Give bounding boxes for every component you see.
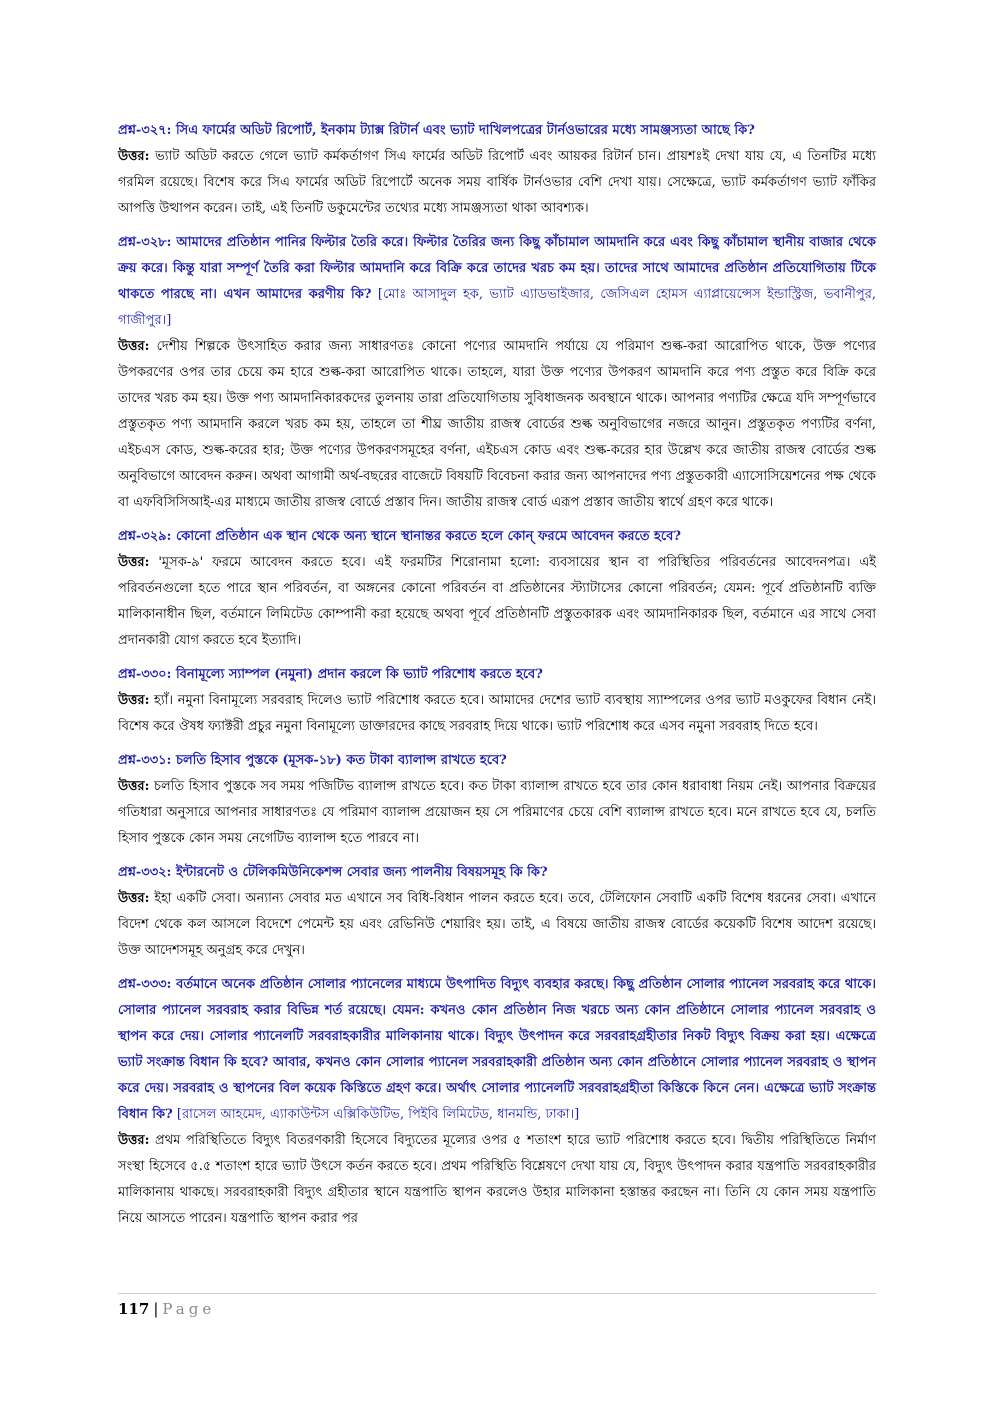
page-footer <box>118 1293 876 1318</box>
answer-text: প্রথম পরিস্থিতিতে বিদ্যুৎ বিতরণকারী হিসেবে বিদ্যুতের মূল্যের ওপর ৫ শতাংশ হারে ভ্যাট পরিশোধ করতে হবে। দ্বিতীয় পরিস্থিতিতে নির্মাণ সংস্থা হিসেবে ৫.৫ শতাংশ হারে ভ্যাট উৎসে কর্তন করতে হবে। প্রথম পরিস্থিতি বিশ্লেষণে দেখা যায় যে, বিদ্যুৎ উৎপাদন করার যন্ত্রপাতি সরবরাহকারীর মালিকানায় থাকছে। সরবরাহকারী বিদ্যুৎ গ্রহীতার স্থানে যন্ত্রপাতি স্থাপন করলেও উহার মালিকানা হস্তান্তর করছেন না। তিনি যে কোন সময় যন্ত্রপাতি নিয়ে আসতে পারেন। যন্ত্রপাতি স্থাপন করার পর <box>118 1133 876 1226</box>
qa-item-328 <box>118 230 876 516</box>
answer-label: উত্তর: <box>118 779 150 794</box>
question-331: প্রশ্ন-৩৩১: চলতি হিসাব পুস্তকে (মূসক-১৮) কত টাকা ব্যালান্স রাখতে হবে? <box>118 753 507 768</box>
question-330: প্রশ্ন-৩৩০: বিনামূল্যে স্যাম্পল (নমুনা) প্রদান করলে কি ভ্যাট পরিশোধ করতে হবে? <box>118 667 543 682</box>
answer-text: চলতি হিসাব পুস্তকে সব সময় পজিটিভ ব্যালান্স রাখতে হবে। কত টাকা ব্যালান্স রাখতে হবে তার কোন ধরাবাধা নিয়ম নেই। আপনার বিক্রয়ের গতিধারা অনুসারে আপনার সাধারণতঃ যে পরিমাণ ব্যালান্স প্রয়োজন হয় সে পরিমাণের চেয়ে বেশি ব্যালান্স রাখতে হবে। মনে রাখতে হবে যে, চলতি হিসাব পুস্তকে কোন সময় নেগেটিভ ব্যালান্স হতে পারবে না। <box>118 779 876 846</box>
page-number: 117 <box>118 1300 150 1318</box>
page-word: Page <box>162 1300 216 1318</box>
answer-label: উত্তর: <box>118 693 150 708</box>
question-327: প্রশ্ন-৩২৭: সিএ ফার্মের অডিট রিপোর্ট, ইনকাম ট্যাক্স রিটার্ন এবং ভ্যাট দাখিলপত্রের টার্নওভারের মধ্যে সামঞ্জস্যতা আছে কি? <box>118 123 755 138</box>
question-note: [রাসেল আহমেদ, এ্যাকাউন্টস এক্সিকিউটিভ, পিইবি লিমিটেড, ধানমন্ডি, ঢাকা।] <box>172 1107 580 1122</box>
qa-item-333 <box>118 972 876 1232</box>
answer-text: হ্যাঁ। নমুনা বিনামূল্যে সরবরাহ দিলেও ভ্যাট পরিশোধ করতে হবে। আমাদের দেশের ভ্যাট ব্যবস্থায় স্যাম্পলের ওপর ভ্যাট মওকুফের বিধান নেই। বিশেষ করে ঔষধ ফ্যাক্টরী প্রচুর নমুনা বিনামূল্যে ডাক্তারদের কাছে সরবরাহ দিয়ে থাকে। ভ্যাট পরিশোধ করে এসব নমুনা সরবরাহ দিতে হবে। <box>118 693 876 734</box>
answer-label: উত্তর: <box>118 149 150 164</box>
qa-item-327 <box>118 118 876 222</box>
page-content <box>118 118 876 1240</box>
answer-330 <box>118 688 876 740</box>
answer-333 <box>118 1128 876 1232</box>
answer-text: দেশীয় শিল্পকে উৎসাহিত করার জন্য সাধারণতঃ কোনো পণ্যের আমদানি পর্যায়ে যে পরিমাণ শুল্ক-করা আরোপিত থাকে, উক্ত পণ্যের উপকরণের ওপর তার চেয়ে কম হারে শুল্ক-করা আরোপিত থাকে। তাহলে, যারা উক্ত পণ্যের উপকরণ আমদানি করে পণ্য প্রস্তুত করে বিক্রি করে তাদের খরচ কম হয়। উক্ত পণ্য আমদানিকারকদের তুলনায় তারা প্রতিযোগিতায় সুবিধাজনক অবস্থানে থাকে। আপনার পণ্যটির ক্ষেত্রে যদি সম্পূর্ণভাবে প্রস্তুতকৃত পণ্য আমদানি করলে খরচ কম হয়, তাহলে তা শীঘ্র জাতীয় রাজস্ব বোর্ডের শুল্ক অনুবিভাগের নজরে আনুন। প্রস্তুতকৃত পণ্যটির বর্ণনা, এইচএস কোড, শুল্ক-করের হার; উক্ত পণ্যের উপকরণসমূহের বর্ণনা, এইচএস কোড এবং শুল্ক-করের হার উল্লেখ করে জাতীয় রাজস্ব বোর্ডের শুল্ক অনুবিভাগে আবেদন করুন। অথবা আগামী অর্থ-বছরের বাজেটে বিষয়টি বিবেচনা করার জন্য আপনাদের পণ্য প্রস্তুতকারী এ্যাসোসিয়েশনের পক্ষ থেকে বা এফবিসিসিআই-এর মাধ্যমে জাতীয় রাজস্ব বোর্ডে প্রস্তাব দিন। জাতীয় রাজস্ব বোর্ড এরূপ প্রস্তাব জাতীয় স্বার্থে গ্রহণ করে থাকে। <box>118 339 876 510</box>
question-328: প্রশ্ন-৩২৮: আমাদের প্রতিষ্ঠান পানির ফিল্টার তৈরি করে। ফিল্টার তৈরির জন্য কিছু কাঁচামাল আমদানি করে এবং কিছু কাঁচামাল স্থানীয় বাজার থেকে ক্রয় করে। কিন্তু যারা সম্পূর্ণ তৈরি করা ফিল্টার আমদানি করে বিক্রি করে তাদের খরচ কম হয়। তাদের সাথে আমাদের প্রতিষ্ঠান প্রতিযোগিতায় টিকে থাকতে পারছে না। এখন আমাদের করণীয় কি? [মোঃ আসাদুল হক, ভ্যাট এ্যাডভাইজার, জেসিএল হোমস এ্যাপ্লায়েন্সেস ইন্ডাস্ট্রিজ, ভবানীপুর, গাজীপুর।] <box>118 235 876 328</box>
answer-text: ইহা একটি সেবা। অন্যান্য সেবার মত এখানে সব বিধি-বিধান পালন করতে হবে। তবে, টেলিফোন সেবাটি একটি বিশেষ ধরনের সেবা। এখানে বিদেশ থেকে কল আসলে বিদেশে পেমেন্ট হয় এবং রেভিনিউ শেয়ারিং হয়। তাই, এ বিষয়ে জাতীয় রাজস্ব বোর্ডের কয়েকটি বিশেষ আদেশ রয়েছে। উক্ত আদেশসমূহ অনুগ্রহ করে দেখুন। <box>118 891 876 958</box>
answer-text: ভ্যাট অডিট করতে গেলে ভ্যাট কর্মকর্তাগণ সিএ ফার্মের অডিট রিপোর্ট এবং আয়কর রিটার্ন চান। প্রায়শঃই দেখা যায় যে, এ তিনটির মধ্যে গরমিল রয়েছে। বিশেষ করে সিএ ফার্মের অডিট রিপোর্টে অনেক সময় বার্ষিক টার্নওভার বেশি দেখা যায়। সেক্ষেত্রে, ভ্যাট কর্মকর্তাগণ ভ্যাট ফাঁকির আপত্তি উত্থাপন করেন। তাই, এই তিনটি ডকুমেন্টের তথ্যের মধ্যে সামঞ্জস্যতা থাকা আবশ্যক। <box>118 149 877 216</box>
footer-separator: | <box>153 1300 159 1318</box>
answer-label: উত্তর: <box>118 891 150 906</box>
answer-text: 'মূসক-৯' ফরমে আবেদন করতে হবে। এই ফরমটির শিরোনামা হলো: ব্যবসায়ের স্থান বা পরিস্থিতির পরিবর্তনের আবেদনপত্র। এই পরিবর্তনগুলো হতে পারে স্থান পরিবর্তন, বা অঙ্গনের কোনো পরিবর্তন বা প্রতিষ্ঠানের স্ট্যাটাসের কোনো পরিবর্তন; যেমন: পূর্বে প্রতিষ্ঠানটি ব্যক্তি মালিকানাধীন ছিল, বর্তমানে লিমিটেড কোম্পানী করা হয়েছে অথবা পূর্বে প্রতিষ্ঠানটি প্রস্তুতকারক এবং আমদানিকারক ছিল, বর্তমানে এর সাথে সেবা প্রদানকারী যোগ করতে হবে ইত্যাদি। <box>118 555 876 648</box>
question-333: প্রশ্ন-৩৩৩: বর্তমানে অনেক প্রতিষ্ঠান সোলার প্যানেলের মাধ্যমে উৎপাদিত বিদ্যুৎ ব্যবহার করছে। কিছু প্রতিষ্ঠান সোলার প্যানেল সরবরাহ করে থাকে। সোলার প্যানেল সরবরাহ করার বিভিন্ন শর্ত রয়েছে। যেমন: কখনও কোন প্রতিষ্ঠান নিজ খরচে অন্য কোন প্রতিষ্ঠানে সোলার প্যানেল সরবরাহ ও স্থাপন করে দেয়। সোলার প্যানেলটি সরবরাহকারীর মালিকানায় থাকে। বিদ্যুৎ উৎপাদন করে সরবরাহগ্রহীতার নিকট বিদ্যুৎ বিক্রয় করা হয়। এক্ষেত্রে ভ্যাট সংক্রান্ত বিধান কি হবে? আবার, কখনও কোন সোলার প্যানেল সরবরাহকারী প্রতিষ্ঠান অন্য কোন প্রতিষ্ঠানে সোলার প্যানেল সরবরাহ ও স্থাপন করে দেয়। সরবরাহ ও স্থাপনের বিল কয়েক কিস্তিতে গ্রহণ করে। অর্থাৎ সোলার প্যানেলটি সরবরাহগ্রহীতা কিস্তিকে কিনে নেন। এক্ষেত্রে ভ্যাট সংক্রান্ত বিধান কি? [রাসেল আহমেদ, এ্যাকাউন্টস এক্সিকিউটিভ, পিইবি লিমিটেড, ধানমন্ডি, ঢাকা।] <box>118 977 876 1122</box>
qa-item-330 <box>118 662 876 740</box>
answer-label: উত্তর: <box>118 339 150 354</box>
answer-332 <box>118 886 876 964</box>
answer-327 <box>118 144 876 222</box>
answer-label: উত্তর: <box>118 1133 150 1148</box>
answer-label: উত্তর: <box>118 555 150 570</box>
question-note: [মোঃ আসাদুল হক, ভ্যাট এ্যাডভাইজার, জেসিএল হোমস এ্যাপ্লায়েন্সেস ইন্ডাস্ট্রিজ, ভবানীপুর, গাজীপুর।] <box>118 287 876 328</box>
qa-item-332 <box>118 860 876 964</box>
qa-item-329 <box>118 524 876 654</box>
answer-329 <box>118 550 876 654</box>
question-329: প্রশ্ন-৩২৯: কোনো প্রতিষ্ঠান এক স্থান থেকে অন্য স্থানে স্থানান্তর করতে হলে কোন্ ফরমে আবেদন করতে হবে? <box>118 529 681 544</box>
question-332: প্রশ্ন-৩৩২: ইন্টারনেট ও টেলিকমিউনিকেশন্স সেবার জন্য পালনীয় বিষয়সমূহ কি কি? <box>118 865 548 880</box>
answer-328 <box>118 334 876 516</box>
qa-item-331 <box>118 748 876 852</box>
answer-331 <box>118 774 876 852</box>
